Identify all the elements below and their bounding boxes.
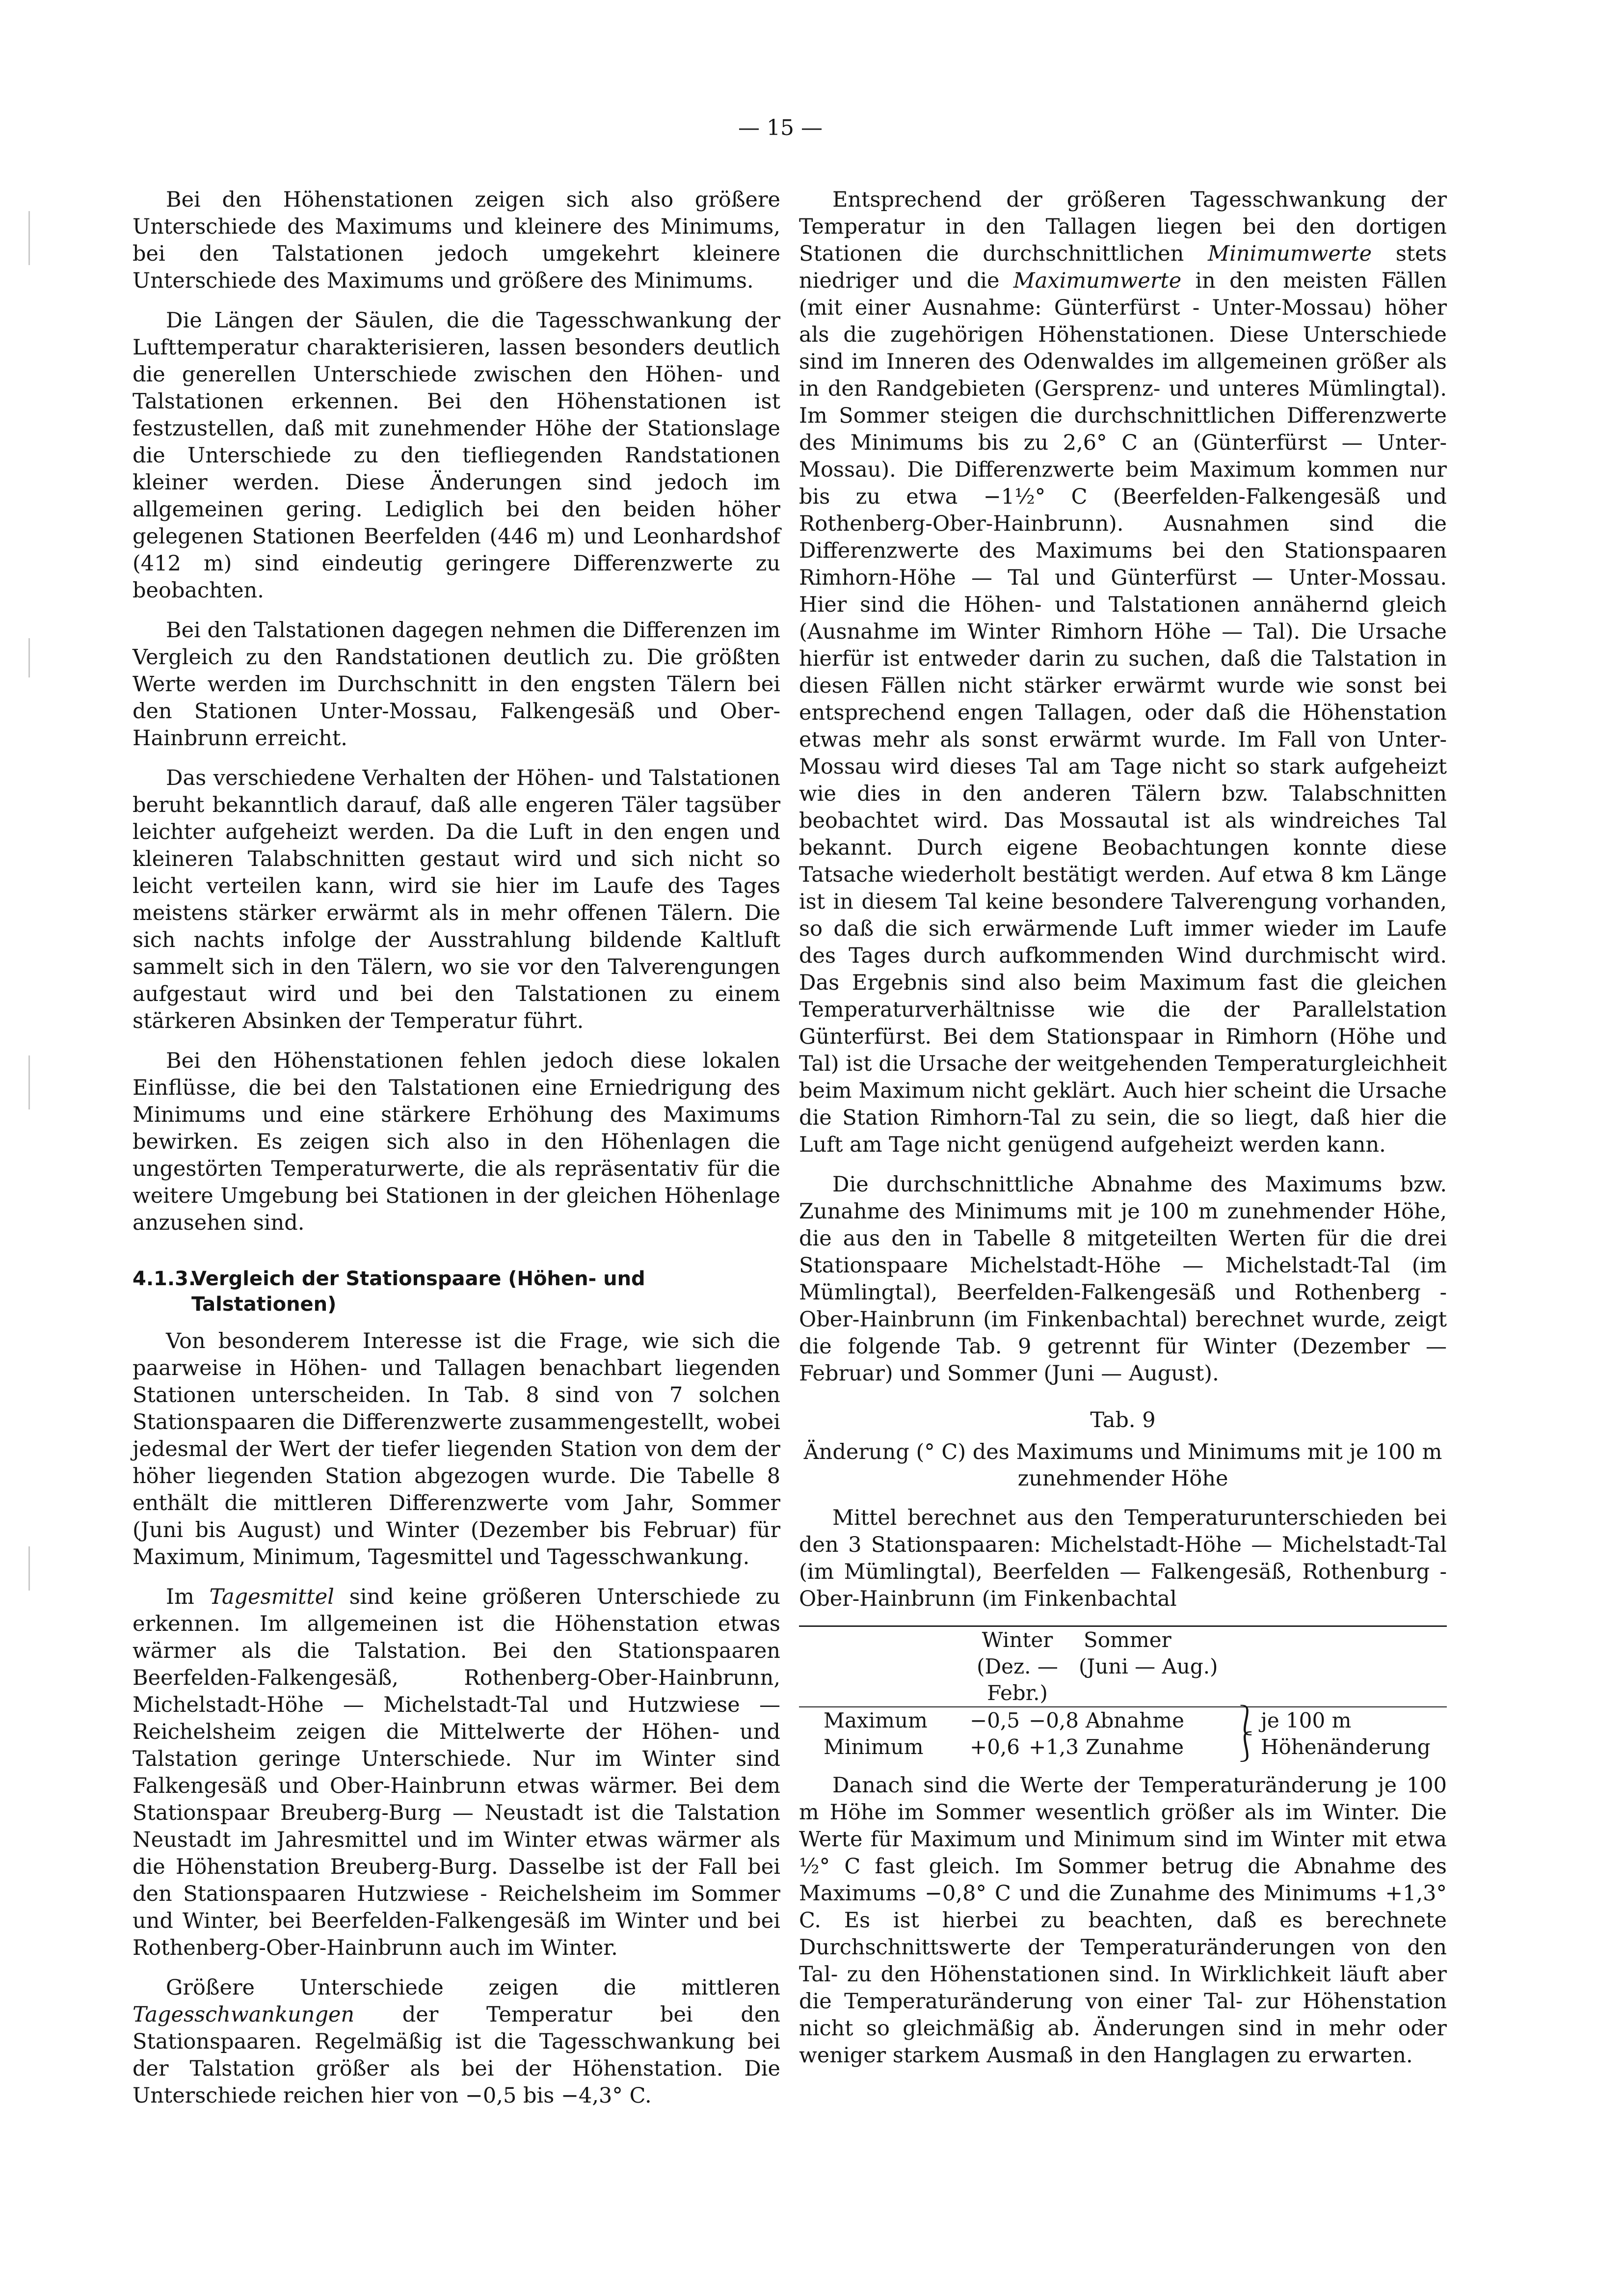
row-label: Maximum: [824, 1708, 928, 1732]
paragraph: Das verschiedene Verhalten der Höhen- und Talstationen beruht bekanntlich darauf, daß alle engeren Täler tagsüber leichter aufgeheizt werden. Da die Luft in den engen und kleineren Talabschnitten gestaut wird und sich nicht so leicht verteilen kann, wird sie hier im Laufe des Tages meistens stärker erwärmt als in mehr offenen Tälern. Die sich nachts infolge der Ausstrahlung bildende Kaltluft sammelt sich in den Tälern, wo sie vor den Talverengungen aufgestaut wird und bei den Talstationen zu einem stärkeren Absinken der Temperatur führt.: [133, 766, 780, 1033]
paragraph: Bei den Höhenstationen fehlen jedoch diese lokalen Einflüsse, die bei den Talstationen eine Erniedrigung des Minimums und eine stärkere Erhöhung des Maximums bewirken. Es zeigen sich also in den Höhenlagen die ungestörten Temperaturwerte, die als repräsentativ für die weitere Umgebung bei Stationen in der gleichen Höhenlage anzusehen sind.: [133, 1049, 780, 1235]
page-number: — 15 —: [738, 115, 823, 140]
paragraph: [799, 187, 1447, 1159]
scan-margin-mark: [28, 1546, 30, 1591]
table-header-winter: Winter: [982, 1628, 1053, 1652]
table-header-cell: [1231, 1627, 1447, 1653]
emphasis: Minimumwerte: [1208, 242, 1372, 266]
scan-margin-mark: [28, 638, 30, 677]
scan-margin-mark: [28, 1055, 30, 1109]
summer-value: +1,3: [1029, 1735, 1079, 1759]
right-column: [799, 187, 1447, 2082]
row-note: je 100 m: [1260, 1708, 1352, 1732]
text-run: der Temperatur bei den Stationspaaren. Regelmäßig ist die Tagesschwankung bei der Talstation größer als bei der Höhenstation. Die Unterschiede reichen hier von −0,5 bis −4,3° C.: [133, 2002, 780, 2108]
text-run: Im: [166, 1585, 210, 1609]
text-run: Größere Unterschiede zeigen die mittleren: [166, 1975, 780, 2000]
left-column: [133, 187, 780, 2122]
table-header-summer: Sommer: [1084, 1628, 1171, 1652]
table-header-cell: [799, 1653, 956, 1706]
table-header-cell: [799, 1627, 956, 1653]
row-note: Höhenänderung: [1260, 1735, 1431, 1759]
scan-margin-mark: [28, 211, 30, 265]
winter-value: +0,6: [970, 1735, 1020, 1759]
paragraph: Von besonderem Interesse ist die Frage, wie sich die paarweise in Höhen- und Tallagen benachbart liegenden Stationen unterscheiden. In Tab. 8 sind von 7 solchen Stationspaaren die Differenzwerte zusammengestellt, wobei jedesmal der Wert der tiefer liegenden Station von dem der höher liegenden Station abgezogen wurde. Die Tabelle 8 enthält die mittleren Differenzwerte vom Jahr, Sommer (Juni bis August) und Winter (Dezember bis Februar) für Maximum, Minimum, Tagesmittel und Tagesschwankung.: [133, 1329, 780, 1569]
table-row: [799, 1707, 1447, 1734]
brace-bottom: ⎰: [1231, 1730, 1261, 1764]
paragraph: Die durchschnittliche Abnahme des Maximums bzw. Zunahme des Minimums mit je 100 m zunehmender Höhe, die aus den in Tabelle 8 mitgeteilten Werten für die drei Stationspaare Michelstadt-Höhe — Michelstadt-Tal (im Mümlingtal), Beerfelden-Falkengesäß und Rothenberg - Ober-Hainbrunn (im Finkenbachtal) berechnet wurde, zeigt die folgende Tab. 9 getrennt für Winter (Dezember — Februar) und Sommer (Juni — August).: [799, 1172, 1447, 1386]
section-title-line1: Vergleich der Stationspaare (Höhen- und: [191, 1268, 645, 1290]
section-heading: [133, 1266, 780, 1317]
paragraph: [133, 1974, 780, 2109]
emphasis: Tagesschwankungen: [133, 2002, 355, 2027]
paragraph: Bei den Höhenstationen zeigen sich also größere Unterschiede des Maximums und kleinere des Minimums, bei den Talstationen jedoch umgekehrt kleinere Unterschiede des Maximums und größere des Minimums.: [133, 188, 780, 293]
text-run: in den meisten Fällen (mit einer Ausnahme: Günterfürst - Unter-Mossau) höher als die zugehörigen Höhenstationen. Diese Unterschiede sind im Inneren des Odenwaldes im allgemeinen größer als in den Randgebieten (Gersprenz- und unteres Mümlingtal). Im Sommer steigen die durchschnittlichen Differenzwerte des Minimums bis zu 2,6° C an (Günterfürst — Unter-Mossau). Die Differenzwerte beim Maximum kommen nur bis zu etwa −1½° C (Beerfelden-Falkengesäß und Rothenberg-Ober-Hainbrunn). Ausnahmen sind die Differenzwerte des Maximums bei den Stationspaaren Rimhorn-Höhe — Tal und Günterfürst — Unter-Mossau. Hier sind die Höhen- und Talstationen annähernd gleich (Ausnahme im Winter Rimhorn Höhe — Tal). Die Ursache hierfür ist entweder darin zu suchen, daß die Talstation in diesen Fällen nicht stärker erwärmt wurde wie sonst bei entsprechend engen Tallagen, oder daß die Höhenstation etwas mehr als sonst erwärmt wurde. Im Fall von Unter-Mossau wird dieses Tal am Tage nicht so stark aufgeheizt wie dies in den anderen Tälern bzw. Talabschnitten beobachtet wird. Das Mossautal ist als windreiches Tal bekannt. Durch eigene Beobachtungen konnte diese Tatsache wiederholt bestätigt werden. Auf etwa 8 km Länge ist in diesem Tal keine besondere Talverengung vorhanden, so daß die sich erwärmende Luft immer wieder im Laufe des Tages durch aufkommenden Wind durchmischt wird. Das Ergebnis sind also beim Maximum fast die gleichen Temperaturverhältnisse wie die der Parallelstation Günterfürst. Bei dem Stationspaar in Rimhorn (Höhe und Tal) ist die Ursache der weitgehenden Temperaturgleichheit beim Maximum nicht geklärt. Auch hier scheint die Ursache die Station Rimhorn-Tal zu sein, die so liegt, daß hier die Luft am Tage nicht genügend aufgeheizt werden kann.: [799, 269, 1447, 1157]
section-number: 4.1.3.: [133, 1268, 196, 1290]
text-run: sind keine größeren Unterschiede zu erkennen. Im allgemeinen ist die Höhenstation etwas wärmer als die Talstation. Bei den Stationspaaren Beerfelden-Falkengesäß, Rothenberg-Ober-Hainbrunn, Michelstadt-Höhe — Michelstadt-Tal und Hutzwiese — Reichelsheim zeigen die Mittelwerte der Höhen- und Talstation geringe Unterschiede. Nur im Winter sind Falkengesäß und Ober-Hainbrunn etwas wärmer. Bei dem Stationspaar Breuberg-Burg — Neustadt ist die Talstation Neustadt im Jahresmittel und im Winter etwas wärmer als die Höhenstation Breuberg-Burg. Dasselbe ist der Fall bei den Stationspaaren Hutzwiese - Reichelsheim im Sommer und Winter, bei Beerfelden-Falkengesäß im Winter und bei Rothenberg-Ober-Hainbrunn auch im Winter.: [133, 1585, 780, 1960]
table-title: Änderung (° C) des Maximums und Minimums mit je 100 m zunehmender Höhe: [803, 1440, 1442, 1491]
section-title-line2: Talstationen): [191, 1293, 337, 1316]
table-note: Mittel berechnet aus den Temperaturunterschieden bei den 3 Stationspaaren: Michelstadt-Höhe — Michelstadt-Tal (im Mümlingtal), Beerfelden — Falkengesäß, Rothenburg - Ober-Hainbrunn (im Finkenbachtal: [799, 1506, 1447, 1611]
paragraph: Danach sind die Werte der Temperaturänderung je 100 m Höhe im Sommer wesentlich größer als im Winter. Die Werte für Maximum und Minimum sind im Winter mit etwa ½° C fast gleich. Im Sommer betrug die Abnahme des Maximums −0,8° C und die Zunahme des Minimums +1,3° C. Es ist hierbei zu beachten, daß es berechnete Durchschnittswerte der Temperaturänderungen von den Tal- zu den Höhenstationen sind. In Wirklichkeit läuft aber die Temperaturänderung von einer Tal- zur Höhenstation nicht so gleichmäßig ab. Änderungen sind in mehr oder weniger starkem Ausmaß in den Hanglagen zu erwarten.: [799, 1773, 1447, 2068]
table-header-cell: [1231, 1653, 1447, 1706]
change-word: Zunahme: [1086, 1735, 1184, 1759]
paragraph: [133, 1584, 780, 1962]
text-run: stets niedriger und die: [799, 242, 1447, 293]
table-9: [799, 1627, 1447, 1764]
emphasis: Tagesmittel: [209, 1585, 334, 1609]
row-label: Minimum: [824, 1735, 924, 1759]
table-row: [799, 1734, 1447, 1760]
winter-value: −0,5: [970, 1708, 1020, 1732]
paragraph: Bei den Talstationen dagegen nehmen die Differenzen im Vergleich zu den Randstationen deutlich zu. Die größten Werte werden im Durchschnitt in den engsten Tälern bei den Stationen Unter-Mossau, Falkengesäß und Ober-Hainbrunn erreicht.: [133, 618, 780, 751]
paragraph: Die Längen der Säulen, die die Tagesschwankung der Lufttemperatur charakterisieren, lassen besonders deutlich die generellen Unterschiede zwischen den Höhen- und Talstationen erkennen. Bei den Höhenstationen ist festzustellen, daß mit zunehmender Höhe der Stationslage die Unterschiede zu den tiefliegenden Randstationen kleiner werden. Diese Änderungen sind jedoch im allgemeinen gering. Lediglich bei den beiden höher gelegenen Stationen Beerfelden (446 m) und Leonhardshof (412 m) sind eindeutig geringere Differenzwerte zu beobachten.: [133, 308, 780, 603]
emphasis: Maximumwerte: [1013, 269, 1182, 293]
table-header-summer-range: (Juni — Aug.): [1079, 1654, 1218, 1678]
change-word: Abnahme: [1086, 1708, 1185, 1732]
brace-top: ⎱: [1231, 1703, 1261, 1738]
text-run: Entsprechend der größeren Tagesschwankung der Temperatur in den Tallagen liegen bei den dortigen Stationen die durchschnittlichen: [799, 188, 1447, 266]
summer-value: −0,8: [1029, 1708, 1079, 1732]
table-header-row: [799, 1627, 1447, 1653]
table-header-row: [799, 1653, 1447, 1706]
table-caption: Tab. 9: [1090, 1408, 1156, 1432]
table-header-winter-range: (Dez. — Febr.): [977, 1654, 1058, 1705]
